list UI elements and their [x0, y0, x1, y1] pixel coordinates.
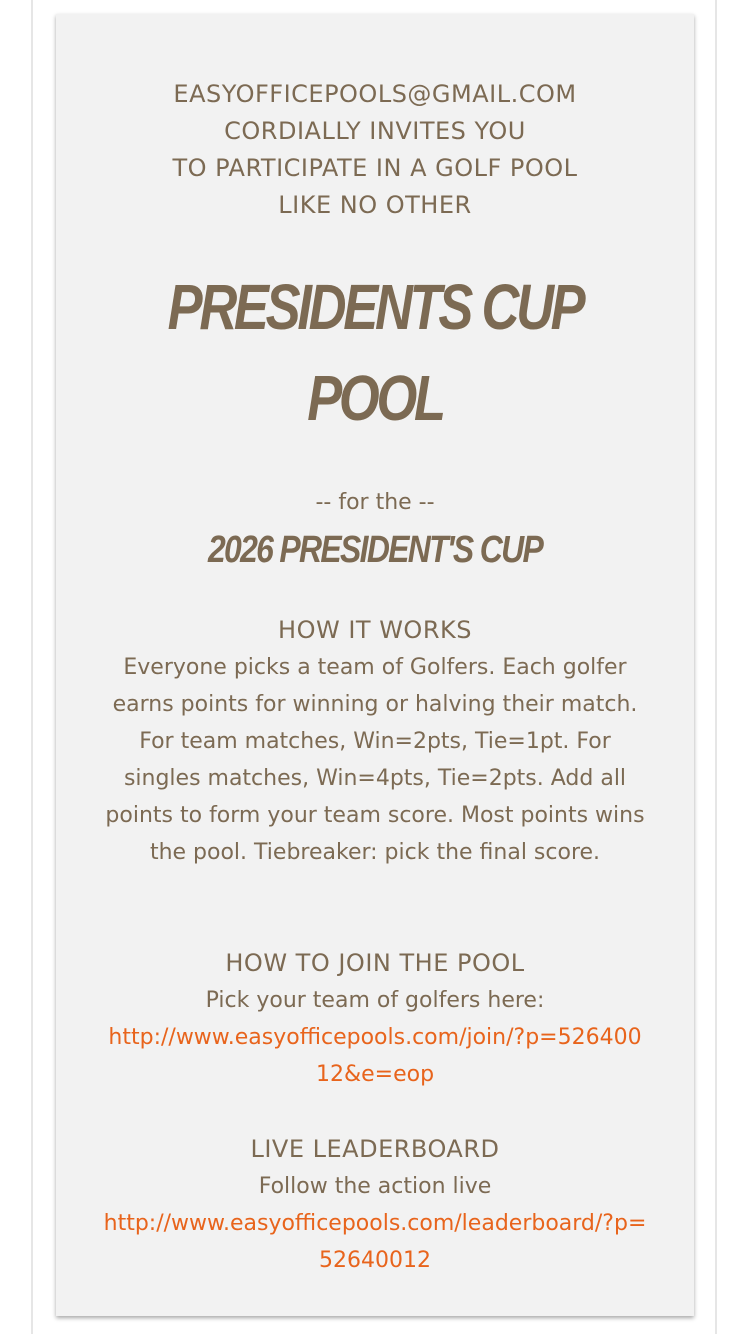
- pool-title-line-1: PRESIDENTS CUP: [167, 271, 583, 343]
- join-body: Pick your team of golfers here:: [205, 988, 545, 1013]
- join-heading: HOW TO JOIN THE POOL: [225, 949, 525, 977]
- how-it-works-section: [102, 612, 648, 871]
- how-it-works-heading: HOW IT WORKS: [278, 616, 472, 644]
- for-the-label: -- for the --: [315, 490, 435, 515]
- how-it-works-body: Everyone picks a team of Golfers. Each golfer earns points for winning or halving their match. For team matches, Win=2pts, Tie=1pt. For singles matches, Win=4pts, Tie=2pts. Add all points to form your team score. Most points wins the pool. Tiebreaker: pick the final score.: [105, 655, 645, 865]
- leaderboard-heading: LIVE LEADERBOARD: [250, 1135, 500, 1163]
- intro-line-no-other: LIKE NO OTHER: [278, 191, 472, 219]
- invitation-card: [56, 14, 694, 1316]
- invitation-intro: [56, 76, 694, 224]
- leaderboard-section: [102, 1131, 648, 1279]
- pool-title: [113, 262, 636, 444]
- intro-line-invites: CORDIALLY INVITES YOU: [224, 117, 526, 145]
- join-link[interactable]: http://www.easyofficepools.com/join/?p=52640012&e=eop: [108, 1025, 642, 1087]
- event-name: 2026 PRESIDENT'S CUP: [207, 529, 543, 571]
- intro-line-sender: EASYOFFICEPOOLS@GMAIL.COM: [173, 80, 577, 108]
- pool-title-line-2: POOL: [307, 362, 443, 434]
- leaderboard-body: Follow the action live: [258, 1174, 492, 1199]
- join-section: [102, 945, 648, 1093]
- intro-line-participate: TO PARTICIPATE IN A GOLF POOL: [172, 154, 578, 182]
- leaderboard-link[interactable]: http://www.easyofficepools.com/leaderboard/?p= 52640012: [103, 1211, 647, 1273]
